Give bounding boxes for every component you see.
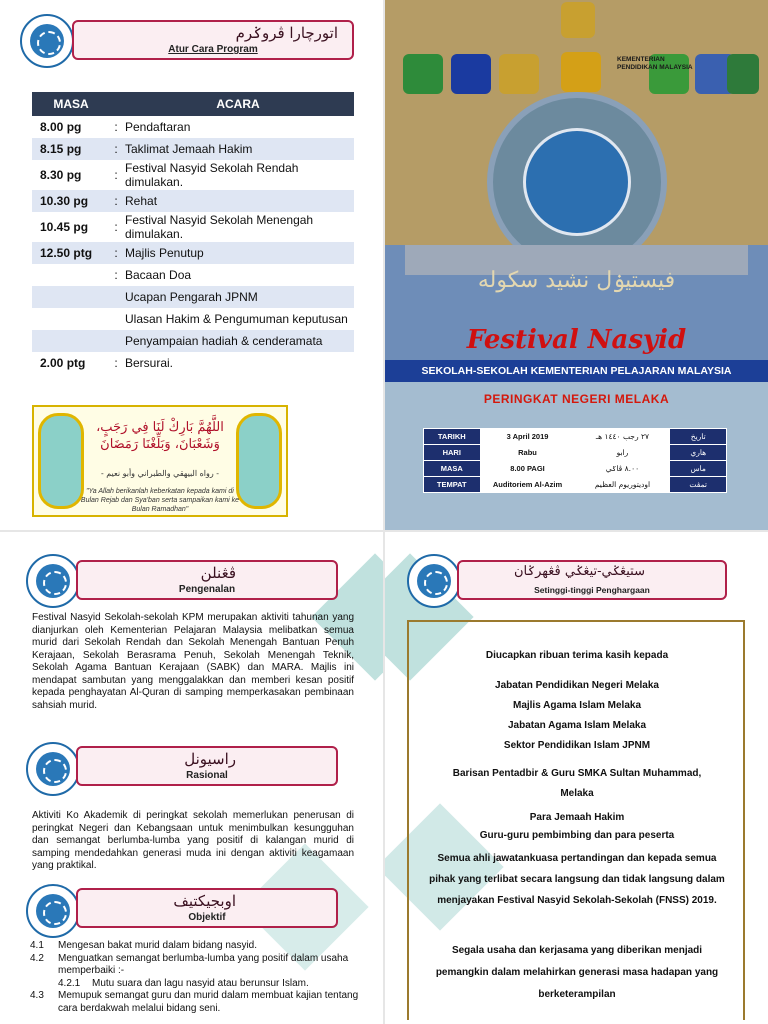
thanks-line: Para Jemaah Hakim: [529, 812, 625, 823]
ministry-label: KEMENTERIAN PENDIDIKAN MALAYSIA: [617, 56, 693, 71]
objective-title-jawi: اوبجيکتيف: [173, 892, 236, 910]
dua-caption: "Ya Allah berikanlah keberkatan kepada kami di Bulan Rejab dan Sya'ban serta sampaikan kami ke Bulan Ramadhan": [80, 488, 240, 513]
cover-panel: [385, 0, 768, 530]
intro-title: Pengenalan: [178, 584, 236, 595]
row-event: Ulasan Hakim & Pengumuman keputusan: [125, 312, 348, 326]
detail-jawi-value: رابو: [575, 445, 670, 461]
schedule-table: [32, 92, 354, 374]
row-time: [32, 286, 110, 308]
row-time: 10.30 pg: [32, 190, 110, 212]
row-event: Bacaan Doa: [125, 268, 192, 282]
item-text: Memupuk semangat guru dan murid dalam membuat kajian tentang cara berdakwah melalui bidang seni.: [58, 990, 359, 1014]
thanks-line: Majlis Agama Islam Melaka: [512, 700, 642, 711]
table-row: [32, 308, 354, 330]
detail-value: 3 April 2019: [480, 429, 575, 445]
table-row: [32, 138, 354, 160]
row-time: 12.50 ptg: [32, 242, 110, 264]
col-time-header: MASA: [32, 92, 110, 116]
dua-arabic: اللَّهُمَّ بَارِكْ لَنَا فِي رَجَبٍ، وَشَعْبَانَ، وَبَلِّغْنَا رَمَضَانَ: [96, 420, 224, 452]
list-item: [30, 940, 360, 953]
detail-value: 8.00 PAGI: [480, 461, 575, 477]
table-row: [424, 461, 727, 477]
detail-jawi-value: ٨.٠٠ ڤاݢي: [575, 461, 670, 477]
item-text: Menguatkan semangat berlumba-lumba yang positif dalam usaha memperbaiki :-: [58, 952, 349, 976]
item-number: 4.2.1: [58, 977, 81, 989]
detail-jawi-label: هاري: [670, 445, 727, 461]
festival-calligraphy: فيستيۏل نشيد سکوله: [477, 268, 676, 293]
row-colon: [110, 330, 122, 352]
festival-logo-icon: [26, 884, 80, 938]
col-sep: [110, 92, 122, 116]
intro-banner: [76, 560, 338, 600]
row-event: Rehat: [122, 190, 354, 212]
col-event-header: ACARA: [122, 92, 354, 116]
left-ornament-icon: [38, 413, 84, 509]
row-colon: :: [114, 268, 118, 282]
list-item: [30, 990, 360, 1015]
thanks-line: Segala usaha dan kerjasama yang diberikan menjadi pemangkin dalam melahirkan generasi masa hadapan yang berketerampilan: [435, 945, 719, 1000]
detail-value: Rabu: [480, 445, 575, 461]
table-row: [32, 264, 354, 286]
mosque-logo-icon: [727, 54, 759, 94]
list-item: [30, 953, 360, 978]
detail-label: TARIKH: [424, 429, 481, 445]
objective-banner: [76, 888, 338, 928]
table-row: [32, 190, 354, 212]
detail-jawi-label: تمڤت: [670, 477, 727, 493]
row-colon: :: [114, 120, 118, 134]
program-panel: [0, 0, 383, 530]
row-event: Bersurai.: [125, 356, 174, 370]
thanks-title: Setinggi-tinggi Penghargaan: [534, 585, 650, 595]
table-row: [32, 286, 354, 308]
table-row: [424, 445, 727, 461]
event-details-table: [423, 428, 727, 493]
table-row: [424, 429, 727, 445]
thanks-line: Jabatan Pendidikan Negeri Melaka: [495, 680, 659, 691]
intro-body: Festival Nasyid Sekolah-sekolah KPM merupakan aktiviti tahunan yang dianjurkan oleh Kementerian Pelajaran Malaysia melibatkan semua murid dari Sekolah Rendah dan Sekolah Menengah Bantuan Penuh Kerajaan, Sekolah Berasrama Penuh, Sekolah Menengah Teknik, Sekolah Agama Bantuan Kerajaan (SABK) dan MARA. Majlis ini mendapat sambutan yang menggalakkan dan memberi kesan positif kepada penghayatan Al-Quran di samping memperkasakan pembinaan sahsiah murid.: [32, 612, 354, 711]
rationale-title-jawi: راسيونل: [184, 750, 236, 768]
thanks-line: Jabatan Agama Islam Melaka: [507, 720, 647, 731]
state-crest-icon: [561, 2, 595, 38]
info-panel: [0, 532, 383, 1024]
thanks-banner: [457, 560, 727, 600]
item-number: 4.1: [30, 940, 44, 951]
item-text: Mengesan bakat murid dalam bidang nasyid.: [58, 940, 258, 951]
right-ornament-icon: [236, 413, 282, 509]
detail-label: TEMPAT: [424, 477, 481, 493]
row-time: 8.15 pg: [32, 138, 110, 160]
festival-title: Festival Nasyid: [466, 325, 687, 355]
intro-title-jawi: ڤڠنلن: [200, 564, 236, 582]
jata-negara-icon: [499, 54, 539, 94]
row-time: [32, 308, 110, 330]
table-row: [32, 352, 354, 374]
sponsor-logos: [399, 48, 759, 98]
detail-value: Auditoriem Al-Azim: [480, 477, 575, 493]
item-number: 4.3: [30, 990, 44, 1001]
row-event: Taklimat Jemaah Hakim: [122, 138, 354, 160]
row-event: Ucapan Pengarah JPNM: [122, 286, 354, 308]
kpm-logo-icon: [561, 52, 601, 92]
thanks-line: Sektor Pendidikan Islam JPNM: [503, 740, 651, 751]
row-colon: :: [114, 168, 118, 182]
dua-box: [32, 405, 288, 517]
table-row: [32, 330, 354, 352]
row-colon: [110, 308, 122, 330]
item-text: Mutu suara dan lagu nasyid atau berunsur Islam.: [92, 977, 309, 989]
table-row: [424, 477, 727, 493]
table-row: [32, 116, 354, 138]
item-number: 4.2: [30, 952, 44, 964]
thanks-line: Barisan Pentadbir & Guru SMKA Sultan Muhammad, Melaka: [452, 768, 702, 799]
row-event: Festival Nasyid Sekolah Menengah dimulakan.: [125, 213, 314, 241]
objective-title: Objektif: [188, 912, 226, 923]
objective-list: [30, 940, 360, 1015]
festival-logo-icon: [407, 554, 461, 608]
melaka-crest-icon: [403, 54, 443, 94]
row-event: Majlis Penutup: [122, 242, 354, 264]
row-event: Penyampaian hadiah & cenderamata: [122, 330, 354, 352]
program-title-jawi: اتورچارا ڤروݢرم: [235, 24, 338, 42]
row-colon: :: [110, 190, 122, 212]
thanks-line: Guru-guru pembimbing dan para peserta: [479, 830, 675, 841]
festival-logo-icon: [26, 742, 80, 796]
row-colon: :: [114, 220, 118, 234]
row-time: 2.00 ptg: [40, 356, 86, 370]
row-time: [32, 264, 110, 286]
table-row: [32, 212, 354, 242]
row-event: Festival Nasyid Sekolah Rendah dimulakan.: [125, 161, 299, 189]
thanks-line: Semua ahli jawatankuasa pertandingan dan kepada semua pihak yang terlibat secara langsung dan tidak langsung dalam menjayakan Festival Nasyid Sekolah-Sekolah (FNSS) 2019.: [429, 853, 725, 906]
detail-jawi-value: اوديتوريوم العظيم: [575, 477, 670, 493]
schools-band: SEKOLAH-SEKOLAH KEMENTERIAN PELAJARAN MALAYSIA: [385, 360, 768, 382]
detail-jawi-label: ماس: [670, 461, 727, 477]
row-colon: [110, 286, 122, 308]
list-item: [30, 978, 360, 991]
detail-label: HARI: [424, 445, 481, 461]
program-title: Atur Cara Program: [168, 44, 258, 55]
detail-jawi-value: ٢٧ رجب ١٤٤٠ هـ: [575, 429, 670, 445]
detail-label: MASA: [424, 461, 481, 477]
row-colon: :: [110, 138, 122, 160]
table-row: [32, 242, 354, 264]
dua-source: - رواه البيهقي والطبراني وأبو نعيم -: [100, 469, 219, 478]
row-time: 10.45 pg: [40, 220, 89, 234]
row-time: 8.30 pg: [40, 168, 82, 182]
jpnm-logo-icon: [451, 54, 491, 94]
table-row: [32, 160, 354, 190]
row-event: Pendaftaran: [125, 120, 191, 134]
program-banner: [72, 20, 354, 60]
thanks-line: Diucapkan ribuan terima kasih kepada: [485, 650, 669, 661]
row-time: [32, 330, 110, 352]
detail-jawi-label: تاريخ: [670, 429, 727, 445]
festival-logo-icon: [20, 14, 74, 68]
row-colon: :: [110, 242, 122, 264]
thanks-panel: [385, 532, 768, 1024]
row-colon: :: [114, 356, 118, 370]
row-time: 8.00 pg: [40, 120, 82, 134]
rationale-title: Rasional: [186, 770, 228, 781]
thanks-title-jawi: ستيڠݢي-تيڠݢي ڤڠهرݢان: [513, 564, 645, 579]
rationale-body: Aktiviti Ko Akademik di peringkat sekolah memerlukan penerusan di peringkat Negeri dan Kebangsaan untuk menimbulkan kesungguhan dan semangat berlumba-lumba yang positif di kalangan murid di samping mendedahkan generasi muda ini dengan aktiviti keagamaan yang praktikal.: [32, 810, 354, 871]
festival-logo-icon: [26, 554, 80, 608]
rationale-banner: [76, 746, 338, 786]
level-title: PERINGKAT NEGERI MELAKA: [483, 392, 670, 406]
